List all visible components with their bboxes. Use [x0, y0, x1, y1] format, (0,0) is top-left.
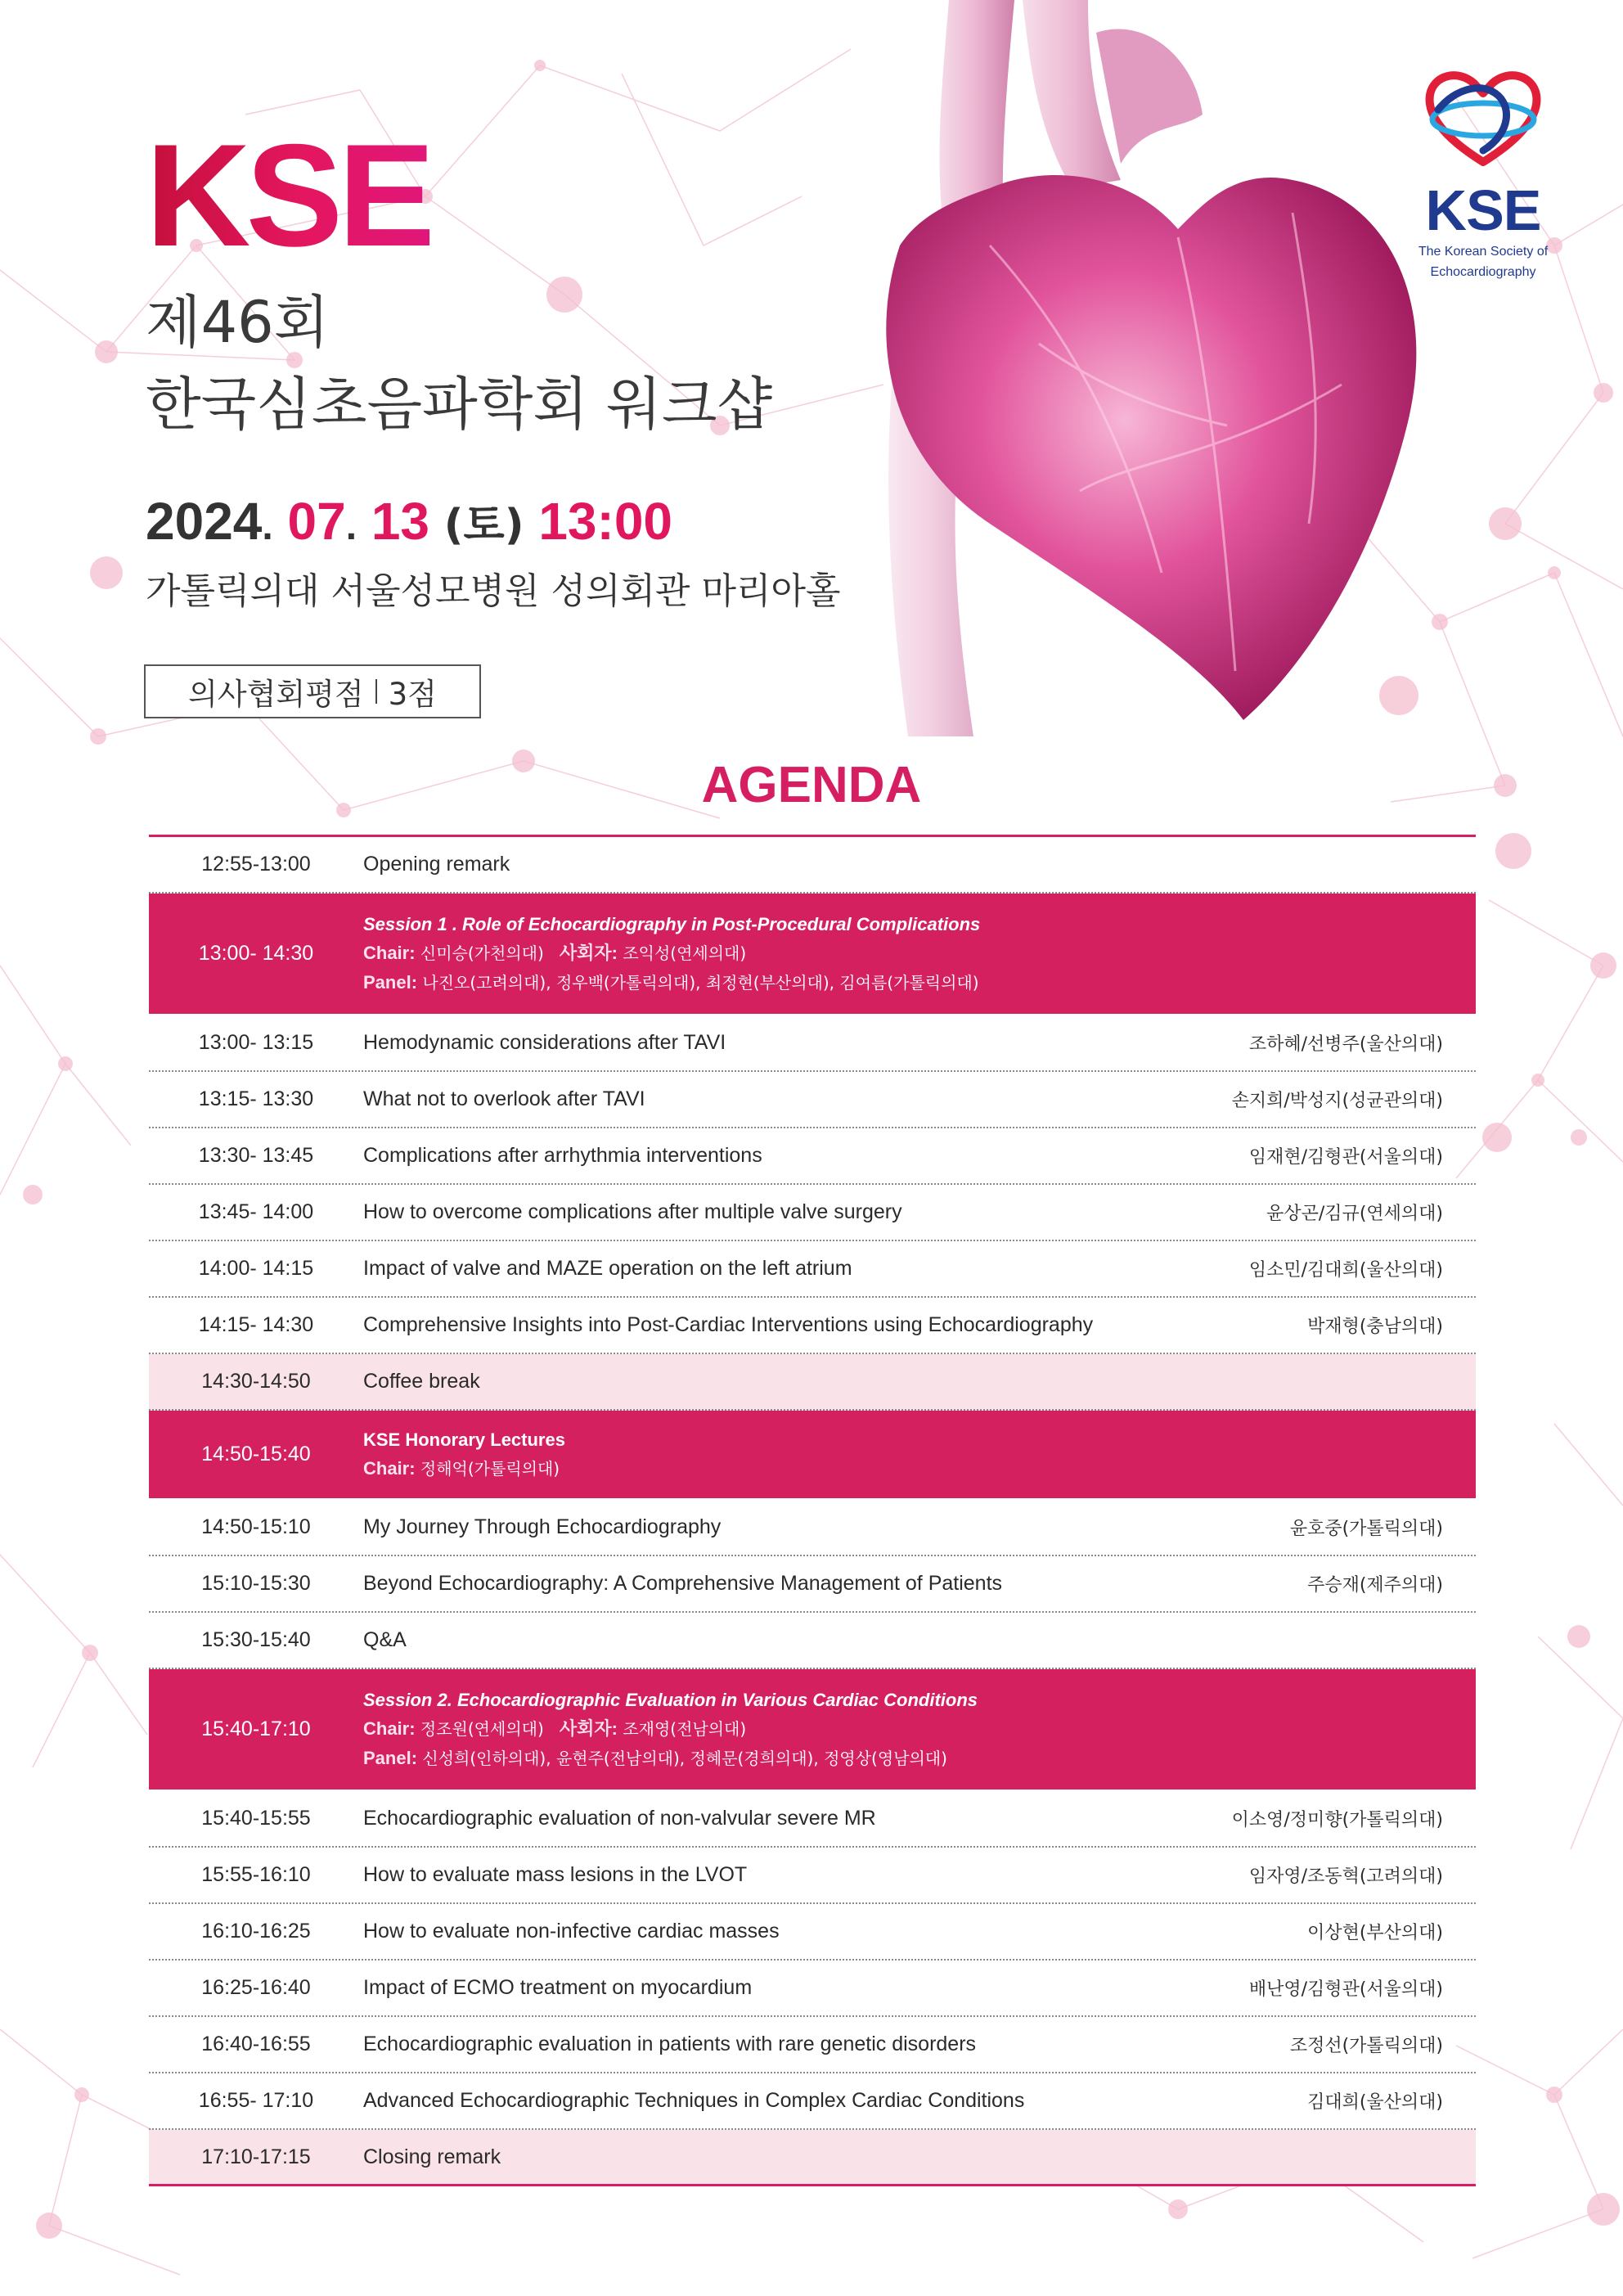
logo-subtitle-2: Echocardiography [1430, 265, 1536, 279]
session-title: Session 2. Echocardiographic Evaluation in Various Cardiac Conditions [363, 1689, 978, 1710]
row-time: 12:55-13:00 [201, 853, 311, 876]
agenda-row [149, 1128, 1476, 1185]
session-panel [363, 1744, 1476, 1773]
agenda-row [149, 1185, 1476, 1241]
logo-subtitle-1: The Korean Society of [1418, 245, 1549, 259]
agenda-row [149, 1015, 1476, 1072]
row-topic: Beyond Echocardiography: A Comprehensive Management of Patients [363, 1572, 1003, 1595]
row-topic: Echocardiographic evaluation in patients with rare genetic disorders [363, 2033, 977, 2055]
row-time: 13:45- 14:00 [198, 1200, 314, 1223]
date-dot-1: . [262, 505, 273, 548]
agenda-row [149, 1961, 1476, 2017]
chair-label: Chair: [363, 942, 416, 963]
date-day: 13 [371, 492, 429, 551]
credit-divider [375, 679, 377, 704]
honorary-lectures-header [149, 1411, 1476, 1500]
session-1-header [149, 894, 1476, 1015]
agenda-row [149, 1791, 1476, 1848]
panel-names: 나진오(고려의대), 정우백(가톨릭의대), 최정현(부산의대), 김여름(가톨릭의대) [422, 972, 979, 993]
moderator-name: 조재영(전남의대) [623, 1718, 747, 1739]
session-chairs [363, 1714, 1476, 1744]
row-topic: Impact of ECMO treatment on myocardium [363, 1976, 753, 1999]
row-speaker: 손지희/박성지(성균관의대) [1231, 1091, 1443, 1111]
row-topic: Impact of valve and MAZE operation on the left atrium [363, 1257, 852, 1280]
agenda-table [149, 837, 1476, 2186]
event-edition: 제46회 [146, 289, 330, 356]
chair-name: 신미승(가천의대) [420, 943, 544, 963]
row-speaker: 임자영/조동혁(고려의대) [1248, 1866, 1443, 1887]
row-time: 15:55-16:10 [201, 1863, 311, 1886]
agenda-row [149, 1072, 1476, 1128]
chair-name: 정해억(가톨릭의대) [420, 1458, 560, 1479]
date-weekday: (토) [443, 501, 524, 550]
row-speaker: 임소민/김대희(울산의대) [1248, 1260, 1443, 1281]
panel-label: Panel: [363, 971, 418, 993]
row-time: 14:30-14:50 [201, 1370, 311, 1393]
agenda-heading: AGENDA [701, 757, 922, 813]
heart-illustration [851, 0, 1456, 736]
agenda-row-coffee-break [149, 1354, 1476, 1411]
row-topic: Echocardiographic evaluation of non-valvular severe MR [363, 1807, 876, 1830]
session-time: 15:40-17:10 [201, 1717, 311, 1740]
event-venue: 가톨릭의대 서울성모병원 성의회관 마리아홀 [146, 570, 841, 612]
row-time: 16:10-16:25 [201, 1920, 311, 1943]
row-topic: What not to overlook after TAVI [363, 1087, 645, 1110]
session-title: Session 1 . Role of Echocardiography in Post-Procedural Complications [363, 913, 981, 934]
row-topic: Closing remark [363, 2145, 501, 2168]
session-title: KSE Honorary Lectures [363, 1429, 565, 1450]
moderator-label: 사회자: [559, 942, 618, 963]
agenda-row [149, 1298, 1476, 1354]
chair-name: 정조원(연세의대) [420, 1718, 544, 1739]
row-topic: Hemodynamic considerations after TAVI [363, 1031, 726, 1054]
row-speaker: 김대희(울산의대) [1307, 2092, 1443, 2113]
row-speaker: 윤상곤/김규(연세의대) [1266, 1204, 1443, 1224]
date-year: 2024 [146, 492, 263, 551]
row-time: 13:30- 13:45 [198, 1144, 314, 1167]
row-time: 13:15- 13:30 [198, 1087, 314, 1110]
chair-label: Chair: [363, 1457, 416, 1479]
agenda-row [149, 1500, 1476, 1556]
row-topic: Advanced Echocardiographic Techniques in Complex Cardiac Conditions [363, 2089, 1025, 2112]
moderator-name: 조익성(연세의대) [623, 943, 747, 963]
row-speaker: 배난영/김형관(서울의대) [1248, 1979, 1443, 2000]
agenda-row [149, 2017, 1476, 2073]
session-time: 13:00- 14:30 [198, 942, 314, 965]
row-speaker: 조정선(가톨릭의대) [1289, 2036, 1443, 2056]
agenda-row-opening [149, 837, 1476, 894]
session-2-header [149, 1669, 1476, 1791]
row-time: 17:10-17:15 [201, 2145, 311, 2168]
row-speaker: 조하혜/선병주(울산의대) [1248, 1034, 1443, 1055]
row-topic: Q&A [363, 1628, 407, 1651]
row-time: 16:55- 17:10 [198, 2089, 314, 2112]
row-speaker: 임재현/김형관(서울의대) [1248, 1147, 1443, 1168]
row-topic: Complications after arrhythmia interventions [363, 1144, 762, 1167]
row-time: 14:00- 14:15 [198, 1257, 314, 1280]
session-chairs [363, 939, 1476, 968]
agenda-row [149, 1556, 1476, 1613]
row-topic: Comprehensive Insights into Post-Cardiac Interventions using Echocardiography [363, 1313, 1094, 1336]
row-speaker: 이소영/정미향(가톨릭의대) [1231, 1810, 1443, 1830]
row-time: 15:40-15:55 [201, 1807, 311, 1830]
agenda-row [149, 2073, 1476, 2130]
event-title: 한국심초음파학회 워크샵 [146, 371, 773, 438]
row-speaker: 윤호중(가톨릭의대) [1289, 1519, 1443, 1539]
panel-names: 신성희(인하의대), 윤현주(전남의대), 정혜문(경희의대), 정영상(영남의대) [422, 1748, 947, 1768]
row-time: 14:50-15:10 [201, 1515, 311, 1538]
row-topic: Opening remark [363, 853, 510, 876]
date-month: 07 [287, 492, 346, 551]
row-time: 15:30-15:40 [201, 1628, 311, 1651]
row-time: 13:00- 13:15 [198, 1031, 314, 1054]
agenda-row [149, 1904, 1476, 1961]
heart-rings-icon [1422, 65, 1544, 172]
row-time: 16:25-16:40 [201, 1976, 311, 1999]
credit-badge [144, 664, 481, 718]
row-topic: How to evaluate mass lesions in the LVOT [363, 1863, 748, 1886]
credit-label: 의사협회평점 [188, 677, 364, 712]
credit-value: 3점 [388, 677, 437, 712]
row-speaker: 이상현(부산의대) [1307, 1923, 1443, 1943]
row-topic: Coffee break [363, 1370, 480, 1393]
row-time: 15:10-15:30 [201, 1572, 311, 1595]
session-chairs [363, 1454, 1476, 1483]
row-time: 16:40-16:55 [201, 2033, 311, 2055]
row-time: 14:15- 14:30 [198, 1313, 314, 1336]
agenda-row-closing [149, 2130, 1476, 2186]
row-topic: My Journey Through Echocardiography [363, 1515, 722, 1538]
row-speaker: 박재형(충남의대) [1307, 1317, 1443, 1337]
date-dot-2: . [345, 505, 357, 548]
logo-wordmark: KSE [1425, 178, 1541, 242]
date-time: 13:00 [538, 492, 673, 551]
panel-label: Panel: [363, 1747, 418, 1768]
agenda-row [149, 1241, 1476, 1298]
session-panel [363, 968, 1476, 997]
brand-wordmark: KSE [146, 114, 430, 277]
agenda-row [149, 1613, 1476, 1669]
event-date [146, 489, 672, 559]
row-topic: How to overcome complications after multiple valve surgery [363, 1200, 902, 1223]
row-speaker: 주승재(제주의대) [1307, 1575, 1443, 1596]
agenda-row [149, 1848, 1476, 1904]
moderator-label: 사회자: [559, 1717, 618, 1739]
row-topic: How to evaluate non-infective cardiac masses [363, 1920, 780, 1943]
kse-logo [1405, 65, 1561, 295]
chair-label: Chair: [363, 1717, 416, 1739]
session-time: 14:50-15:40 [201, 1443, 311, 1465]
